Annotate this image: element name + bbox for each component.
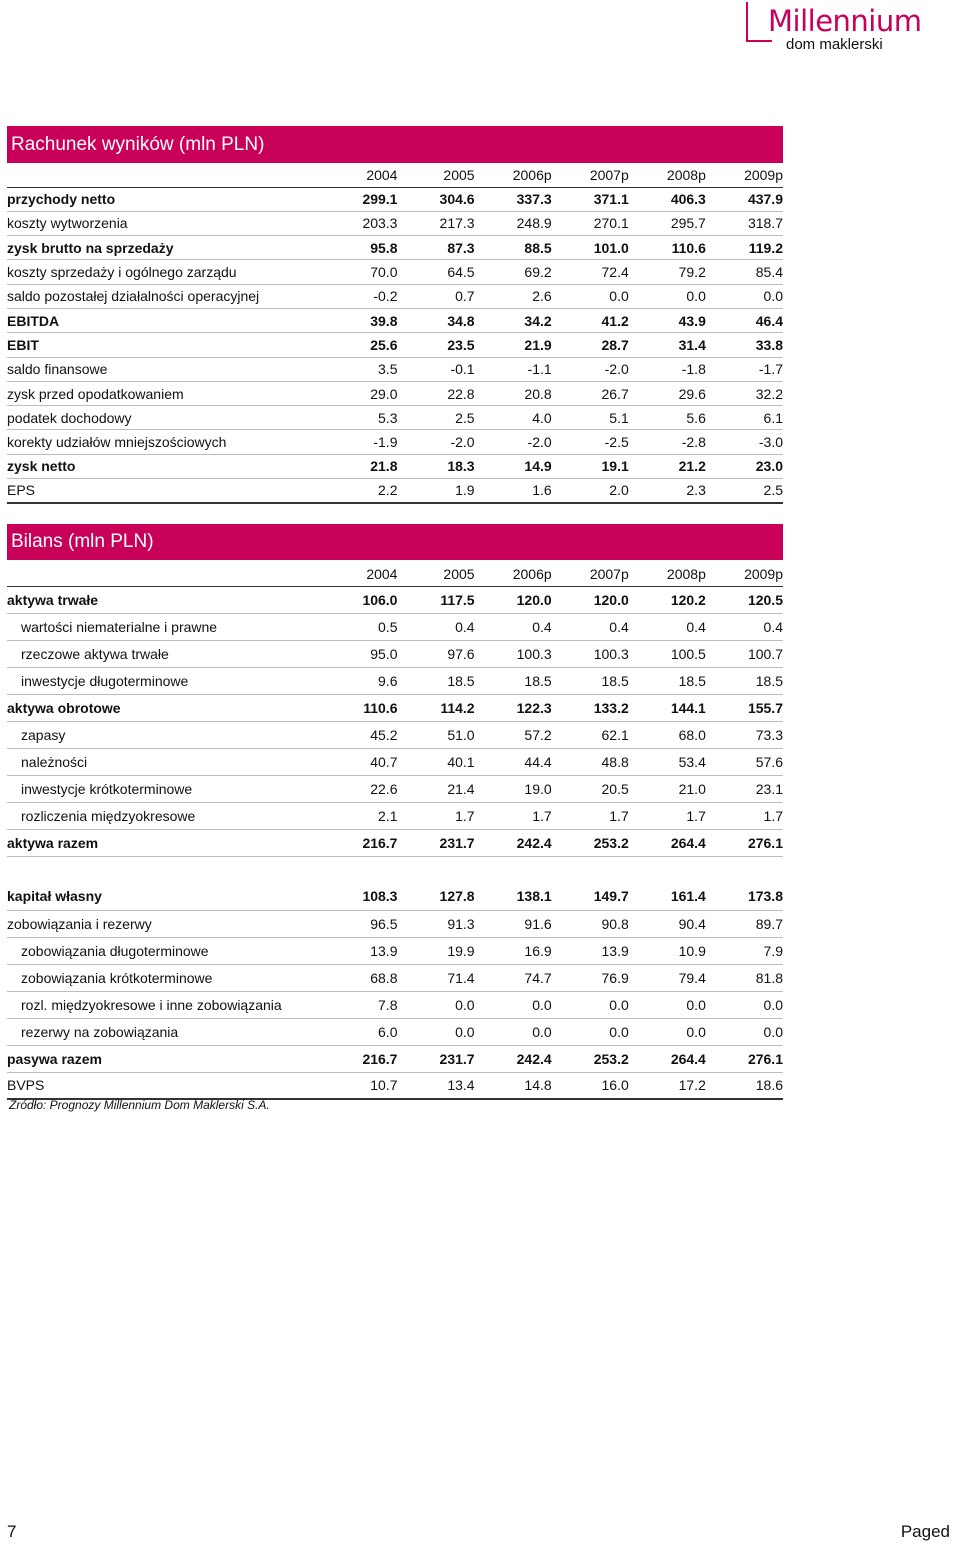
spacer-cell <box>7 856 783 883</box>
value-cell: -1.1 <box>527 361 552 378</box>
value-cell: 81.8 <box>755 969 783 986</box>
value-cell: 40.7 <box>370 753 398 770</box>
value-cell: 16.9 <box>524 942 552 959</box>
value-cell: 108.3 <box>362 888 398 905</box>
table-row <box>7 406 783 430</box>
value-cell: 0.4 <box>532 618 552 635</box>
row-label: koszty wytworzenia <box>7 215 128 232</box>
value-cell: 22.6 <box>370 780 398 797</box>
value-cell: 161.4 <box>670 888 706 905</box>
value-cell: 0.4 <box>455 618 475 635</box>
value-cell: 149.7 <box>593 888 629 905</box>
value-cell: 16.0 <box>601 1077 629 1094</box>
value-cell: 5.1 <box>609 409 629 426</box>
value-cell: 203.3 <box>362 215 398 232</box>
value-cell: 2.1 <box>378 807 398 824</box>
row-label: inwestycje długoterminowe <box>21 672 189 689</box>
value-cell: 31.4 <box>678 336 706 353</box>
table-row <box>7 211 783 235</box>
row-label: wartości niematerialne i prawne <box>21 618 218 635</box>
year-header: 2006p <box>512 166 552 183</box>
year-header: 2007p <box>589 565 629 582</box>
row-label: zobowiązania i rezerwy <box>7 915 152 932</box>
value-cell: 2.2 <box>378 482 398 499</box>
value-cell: 23.0 <box>755 458 783 475</box>
value-cell: 0.0 <box>686 288 706 305</box>
value-cell: 100.7 <box>747 645 783 662</box>
row-label: EBITDA <box>7 312 60 329</box>
row-label: korekty udziałów mniejszościowych <box>7 434 227 451</box>
value-cell: 1.6 <box>532 482 552 499</box>
value-cell: 1.7 <box>455 807 475 824</box>
value-cell: 0.0 <box>609 1023 629 1040</box>
value-cell: 25.6 <box>370 336 398 353</box>
millennium-logo <box>746 2 946 52</box>
value-cell: 155.7 <box>747 699 783 716</box>
source-note: Źródło: Prognozy Millennium Dom Maklerski S.A. <box>9 1098 270 1112</box>
value-cell: 0.0 <box>763 996 783 1013</box>
header-blank <box>7 562 317 586</box>
row-label: pasywa razem <box>7 1050 102 1067</box>
value-cell: 0.0 <box>686 1023 706 1040</box>
value-cell: 23.5 <box>447 336 475 353</box>
value-cell: 2.5 <box>455 409 475 426</box>
value-cell: 79.4 <box>678 969 706 986</box>
value-cell: 87.3 <box>447 239 475 256</box>
value-cell: 101.0 <box>593 239 629 256</box>
year-header: 2006p <box>512 565 552 582</box>
value-cell: 53.4 <box>678 753 706 770</box>
value-cell: 19.9 <box>447 942 475 959</box>
table-row <box>7 748 783 775</box>
value-cell: 0.5 <box>378 618 398 635</box>
value-cell: 51.0 <box>447 726 475 743</box>
value-cell: 18.5 <box>755 672 783 689</box>
value-cell: 3.5 <box>378 361 398 378</box>
value-cell: 96.5 <box>370 915 398 932</box>
table-row <box>7 260 783 284</box>
value-cell: 18.5 <box>601 672 629 689</box>
value-cell: 0.0 <box>609 996 629 1013</box>
value-cell: 68.0 <box>678 726 706 743</box>
table-row <box>7 333 783 357</box>
value-cell: 68.8 <box>370 969 398 986</box>
value-cell: 57.2 <box>524 726 552 743</box>
table-row <box>7 829 783 856</box>
value-cell: 276.1 <box>747 834 783 851</box>
value-cell: 110.6 <box>671 239 706 256</box>
value-cell: 119.2 <box>748 239 783 256</box>
value-cell: 71.4 <box>447 969 475 986</box>
value-cell: 100.3 <box>516 645 552 662</box>
year-header-row <box>7 163 783 187</box>
table-row <box>7 613 783 640</box>
table-row <box>7 308 783 332</box>
value-cell: 20.5 <box>601 780 629 797</box>
value-cell: 20.8 <box>524 385 552 402</box>
table-row <box>7 284 783 308</box>
value-cell: 18.5 <box>678 672 706 689</box>
row-label: zobowiązania krótkoterminowe <box>21 969 213 986</box>
value-cell: 253.2 <box>593 1050 629 1067</box>
value-cell: 18.6 <box>755 1077 783 1094</box>
year-header: 2004 <box>366 166 398 183</box>
value-cell: -2.5 <box>604 434 629 451</box>
row-label: rzeczowe aktywa trwałe <box>21 645 169 662</box>
value-cell: 2.5 <box>763 482 783 499</box>
value-cell: 29.0 <box>370 385 398 402</box>
value-cell: 100.3 <box>593 645 629 662</box>
value-cell: 95.0 <box>370 645 398 662</box>
value-cell: 23.1 <box>755 780 783 797</box>
header-blank <box>7 163 317 187</box>
value-cell: 117.5 <box>440 591 475 608</box>
value-cell: 0.0 <box>455 996 475 1013</box>
row-label: saldo finansowe <box>7 361 108 378</box>
row-label: należności <box>21 753 88 770</box>
value-cell: 1.7 <box>686 807 706 824</box>
value-cell: 14.8 <box>524 1077 552 1094</box>
row-label: aktywa razem <box>7 834 99 851</box>
table-row <box>7 910 783 937</box>
table-row <box>7 640 783 667</box>
row-label: inwestycje krótkoterminowe <box>21 780 193 797</box>
value-cell: 231.7 <box>439 1050 475 1067</box>
row-label: aktywa obrotowe <box>7 699 121 716</box>
row-label: koszty sprzedaży i ogólnego zarządu <box>7 264 237 281</box>
value-cell: 9.6 <box>378 672 398 689</box>
value-cell: 318.7 <box>747 215 783 232</box>
value-cell: 144.1 <box>670 699 706 716</box>
value-cell: 21.4 <box>447 780 475 797</box>
value-cell: 18.5 <box>524 672 552 689</box>
value-cell: 13.9 <box>370 942 398 959</box>
value-cell: 74.7 <box>524 969 552 986</box>
value-cell: 28.7 <box>601 336 629 353</box>
value-cell: 21.8 <box>370 458 398 475</box>
value-cell: 95.8 <box>370 239 398 256</box>
year-header: 2008p <box>666 166 706 183</box>
value-cell: 276.1 <box>747 1050 783 1067</box>
value-cell: 0.4 <box>763 618 783 635</box>
value-cell: 0.0 <box>609 288 629 305</box>
value-cell: 406.3 <box>670 191 706 208</box>
value-cell: 242.4 <box>516 1050 552 1067</box>
value-cell: 34.8 <box>447 312 475 329</box>
value-cell: 437.9 <box>747 191 783 208</box>
value-cell: 337.3 <box>516 191 552 208</box>
value-cell: 26.7 <box>601 385 629 402</box>
value-cell: 1.7 <box>763 807 783 824</box>
value-cell: 10.9 <box>678 942 706 959</box>
value-cell: 18.5 <box>447 672 475 689</box>
value-cell: 17.2 <box>678 1077 706 1094</box>
value-cell: 217.3 <box>439 215 475 232</box>
value-cell: 0.0 <box>686 996 706 1013</box>
value-cell: -1.8 <box>681 361 706 378</box>
value-cell: 299.1 <box>362 191 398 208</box>
row-label: kapitał własny <box>7 888 102 905</box>
value-cell: 19.0 <box>524 780 552 797</box>
value-cell: 2.3 <box>686 482 706 499</box>
value-cell: 76.9 <box>601 969 629 986</box>
page-status: Paged <box>900 1522 950 1541</box>
table-row <box>7 991 783 1018</box>
value-cell: 264.4 <box>670 834 706 851</box>
value-cell: 72.4 <box>601 264 629 281</box>
table-row <box>7 721 783 748</box>
row-label: zapasy <box>21 726 66 743</box>
year-header: 2007p <box>589 166 629 183</box>
value-cell: 248.9 <box>516 215 552 232</box>
value-cell: 106.0 <box>362 591 398 608</box>
value-cell: 5.6 <box>686 409 706 426</box>
value-cell: 120.2 <box>670 591 706 608</box>
value-cell: 46.4 <box>755 312 783 329</box>
value-cell: 0.0 <box>763 1023 783 1040</box>
year-header: 2009p <box>744 565 783 582</box>
value-cell: 371.1 <box>593 191 629 208</box>
page-number: 7 <box>7 1522 17 1541</box>
value-cell: 73.3 <box>755 726 783 743</box>
value-cell: 7.8 <box>378 996 398 1013</box>
table-row <box>7 883 783 910</box>
value-cell: 57.6 <box>755 753 783 770</box>
value-cell: 264.4 <box>670 1050 706 1067</box>
logo-subtitle: dom maklerski <box>786 36 883 53</box>
value-cell: 19.1 <box>601 458 629 475</box>
value-cell: 32.2 <box>755 385 783 402</box>
row-label: rozliczenia międzyokresowe <box>21 807 196 824</box>
value-cell: 45.2 <box>370 726 398 743</box>
table-row <box>7 430 783 454</box>
value-cell: 97.6 <box>447 645 475 662</box>
table-row <box>7 454 783 478</box>
value-cell: 91.3 <box>447 915 475 932</box>
value-cell: 79.2 <box>678 264 706 281</box>
value-cell: 5.3 <box>378 409 398 426</box>
income-statement-title: Rachunek wyników (mln PLN) <box>7 126 783 163</box>
value-cell: 41.2 <box>601 312 629 329</box>
year-header: 2004 <box>366 565 398 582</box>
row-label: rozl. międzyokresowe i inne zobowiązania <box>21 996 282 1013</box>
income-statement-table <box>7 163 783 504</box>
value-cell: 43.9 <box>678 312 706 329</box>
value-cell: 270.1 <box>593 215 629 232</box>
row-label: podatek dochodowy <box>7 409 132 426</box>
table-row <box>7 1072 783 1099</box>
table-row <box>7 802 783 829</box>
value-cell: 48.8 <box>601 753 629 770</box>
value-cell: 13.9 <box>601 942 629 959</box>
value-cell: 110.6 <box>363 699 398 716</box>
value-cell: 21.9 <box>524 336 552 353</box>
value-cell: 231.7 <box>439 834 475 851</box>
value-cell: 253.2 <box>593 834 629 851</box>
row-label: rezerwy na zobowiązania <box>21 1023 179 1040</box>
value-cell: -0.1 <box>450 361 475 378</box>
value-cell: 90.8 <box>601 915 629 932</box>
row-label: saldo pozostałej działalności operacyjnej <box>7 288 260 305</box>
value-cell: -2.0 <box>450 434 475 451</box>
value-cell: 173.8 <box>747 888 783 905</box>
value-cell: 0.4 <box>609 618 629 635</box>
value-cell: 91.6 <box>524 915 552 932</box>
table-row <box>7 775 783 802</box>
value-cell: 6.1 <box>763 409 783 426</box>
value-cell: 1.9 <box>455 482 475 499</box>
value-cell: -1.7 <box>758 361 783 378</box>
value-cell: 120.0 <box>593 591 629 608</box>
value-cell: 0.4 <box>686 618 706 635</box>
balance-sheet-title: Bilans (mln PLN) <box>7 524 783 560</box>
row-label: zysk przed opodatkowaniem <box>7 385 184 402</box>
value-cell: 62.1 <box>601 726 629 743</box>
value-cell: 100.5 <box>670 645 706 662</box>
value-cell: 13.4 <box>447 1077 475 1094</box>
value-cell: -0.2 <box>373 288 398 305</box>
value-cell: 0.0 <box>532 1023 552 1040</box>
row-label: przychody netto <box>7 191 116 208</box>
table-row <box>7 1018 783 1045</box>
table-row <box>7 236 783 260</box>
value-cell: -2.0 <box>527 434 552 451</box>
row-label: EPS <box>7 482 36 499</box>
row-label: zysk netto <box>7 458 76 475</box>
value-cell: 70.0 <box>370 264 398 281</box>
value-cell: 44.4 <box>524 753 552 770</box>
table-row <box>7 381 783 405</box>
value-cell: 6.0 <box>378 1023 398 1040</box>
value-cell: 7.9 <box>763 942 783 959</box>
value-cell: 88.5 <box>524 239 552 256</box>
table-row <box>7 667 783 694</box>
income-statement-body <box>7 187 783 503</box>
value-cell: 295.7 <box>670 215 706 232</box>
row-label: zobowiązania długoterminowe <box>21 942 209 959</box>
value-cell: 304.6 <box>439 191 475 208</box>
value-cell: 40.1 <box>447 753 475 770</box>
value-cell: 33.8 <box>755 336 783 353</box>
value-cell: 114.2 <box>440 699 475 716</box>
value-cell: 120.0 <box>516 591 552 608</box>
row-label: BVPS <box>7 1077 45 1094</box>
value-cell: 18.3 <box>447 458 475 475</box>
value-cell: 0.0 <box>532 996 552 1013</box>
value-cell: 1.7 <box>532 807 552 824</box>
value-cell: 0.0 <box>763 288 783 305</box>
value-cell: 21.0 <box>678 780 706 797</box>
value-cell: 21.2 <box>678 458 706 475</box>
value-cell: 127.8 <box>439 888 475 905</box>
row-label: zysk brutto na sprzedaży <box>7 239 174 256</box>
value-cell: 90.4 <box>678 915 706 932</box>
table-row <box>7 357 783 381</box>
value-cell: 85.4 <box>755 264 783 281</box>
value-cell: 122.3 <box>516 699 552 716</box>
year-header: 2005 <box>443 565 475 582</box>
table-row <box>7 1045 783 1072</box>
value-cell: 34.2 <box>524 312 552 329</box>
table-row <box>7 694 783 721</box>
value-cell: -2.8 <box>681 434 706 451</box>
value-cell: 69.2 <box>524 264 552 281</box>
value-cell: 133.2 <box>593 699 629 716</box>
value-cell: 4.0 <box>532 409 552 426</box>
year-header: 2005 <box>443 166 475 183</box>
value-cell: 216.7 <box>362 834 398 851</box>
value-cell: 120.5 <box>747 591 783 608</box>
value-cell: 138.1 <box>516 888 552 905</box>
value-cell: 22.8 <box>447 385 475 402</box>
value-cell: 2.0 <box>609 482 629 499</box>
value-cell: 64.5 <box>447 264 475 281</box>
table-row <box>7 586 783 613</box>
table-row <box>7 187 783 211</box>
value-cell: 0.0 <box>455 1023 475 1040</box>
year-header: 2008p <box>666 565 706 582</box>
year-header: 2009p <box>744 166 783 183</box>
value-cell: 0.7 <box>455 288 475 305</box>
row-label: aktywa trwałe <box>7 591 99 608</box>
balance-sheet-table <box>7 562 783 1100</box>
value-cell: 39.8 <box>370 312 398 329</box>
table-row <box>7 964 783 991</box>
balance-sheet-body <box>7 586 783 1099</box>
value-cell: 1.7 <box>609 807 629 824</box>
table-row <box>7 479 783 503</box>
year-header-row <box>7 562 783 586</box>
logo-brand: Millennium <box>768 4 922 38</box>
value-cell: 29.6 <box>678 385 706 402</box>
value-cell: 89.7 <box>755 915 783 932</box>
table-row <box>7 937 783 964</box>
spacer-row <box>7 856 783 883</box>
value-cell: 216.7 <box>362 1050 398 1067</box>
value-cell: 242.4 <box>516 834 552 851</box>
value-cell: -3.0 <box>758 434 783 451</box>
value-cell: 14.9 <box>524 458 552 475</box>
value-cell: 10.7 <box>370 1077 398 1094</box>
value-cell: -1.9 <box>373 434 398 451</box>
value-cell: 2.6 <box>532 288 552 305</box>
row-label: EBIT <box>7 336 39 353</box>
value-cell: -2.0 <box>604 361 629 378</box>
